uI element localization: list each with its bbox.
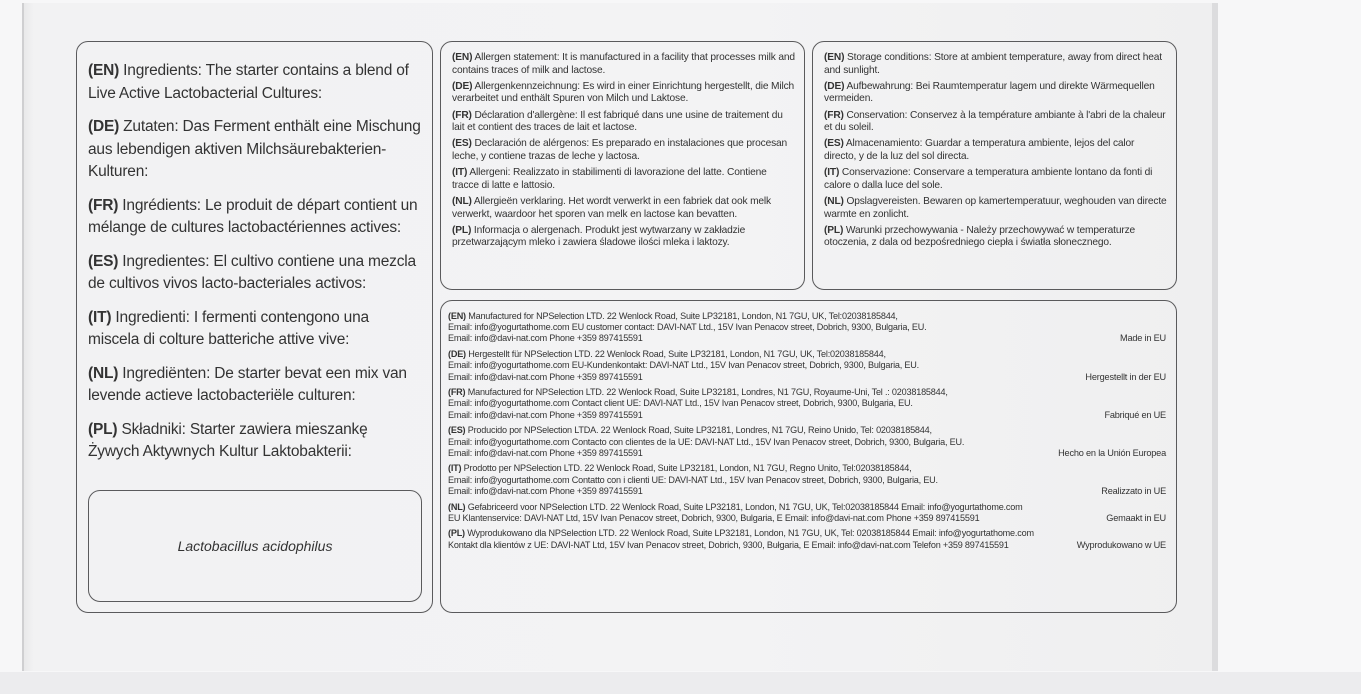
ingredients-block [88,60,422,105]
storage-lang-code: (FR) [824,109,844,121]
storage-lang-code: (NL) [824,195,844,207]
manufacturer-lines [448,387,1166,421]
manufacturer-line: (FR) Manufactured for NPSelection LTD. 22 Wenlock Road, Suite LP32181, Londres, N1 7GU, Royaume-Uni, Tel .: 02038185844, [448,387,948,398]
storage-block [824,52,1167,77]
made-in-label: Fabriqué en UE [1104,409,1166,420]
manufacturer-line: Email: info@davi-nat.com Phone +359 897415591 [448,371,643,382]
ingredients-text: Ingrediënten: De starter bevat een mix van levende actieve lactobacteriële culturen: [88,364,407,404]
manufacturer-lang-code: (IT) [448,463,462,474]
allergen-block [452,196,795,221]
ingredients-block [88,116,422,184]
manufacturer-line: (PL) Wyprodukowano dla NPSelection LTD. 22 Wenlock Road, Suite LP32181, London, N1 7GU, UK, Tel: 02038185844 Email: info@yogurtathome.com [448,528,1034,539]
made-in-label: Realizzato in UE [1101,485,1166,496]
manufacturer-row [448,463,1166,497]
storage-text: Warunki przechowywania - Należy przechowywać w temperaturze otoczenia, z dala od bezpośredniego ciepła i światła słonecznego. [824,224,1136,249]
storage-block [824,110,1167,135]
manufacturer-line: Email: info@yogurtathome.com Contact client UE: DAVI-NAT Ltd., 15V Ivan Penacov street, Dobrich, 9300, Bulgaria, EU. [448,398,913,409]
manufacturer-line: Email: info@yogurtathome.com EU-Kundenkontakt: DAVI-NAT Ltd., 15V Ivan Penacov street, Dobrich, 9300, Bulgaria, EU. [448,360,919,371]
allergen-lang-code: (ES) [452,138,472,150]
manufacturer-line: (ES) Producido por NPSelection LTDA. 22 Wenlock Road, Suite LP32181, Londres, N1 7GU, Reino Unido, Tel: 02038185844, [448,425,932,436]
allergen-panel [440,41,805,290]
allergen-text: Informacja o alergenach. Produkt jest wytwarzany w zakładzie przetwarzającym mleko i zawiera śladowe ilości mleka i laktozy. [452,224,746,249]
allergen-block [452,138,795,163]
allergen-text: Allergenkennzeichnung: Es wird in einer Einrichtung hergestellt, die Milch verarbeitet und enthält Spuren von Milch und Laktose. [452,80,795,105]
manufacturer-list [448,311,1166,551]
manufacturer-row [448,349,1166,383]
storage-lang-code: (EN) [824,52,845,63]
allergen-text: Allergeni: Realizzato in stabilimenti di lavorazione del latte. Contiene tracce di latte e lattosio. [452,167,767,191]
manufacturer-line: (DE) Hergestellt für NPSelection LTD. 22 Wenlock Road, Suite LP32181, London, N1 7GU, UK, Tel:02038185844, [448,349,886,360]
ingredients-text: Ingredients: The starter contains a blend of Live Active Lactobacterial Cultures: [88,62,409,102]
ingredients-lang-code: (EN) [88,62,120,79]
storage-block [824,196,1167,221]
storage-block [824,81,1167,106]
ingredients-text: Składniki: Starter zawiera mieszankę Żywych Aktywnych Kultur Laktobakterii: [88,420,368,460]
manufacturer-lines [448,311,1166,345]
storage-list [824,52,1167,250]
manufacturer-line: (EN) Manufactured for NPSelection LTD. 22 Wenlock Road, Suite LP32181, London, N1 7GU, UK, Tel:02038185844, [448,311,898,321]
storage-text: Storage conditions: Store at ambient temperature, away from direct heat and sunlight. [824,52,1162,76]
manufacturer-panel [440,300,1177,613]
storage-panel [812,41,1177,290]
allergen-block [452,167,795,192]
storage-lang-code: (PL) [824,224,844,236]
made-in-label: Hecho en la Unión Europea [1058,447,1166,458]
storage-text: Opslagvereisten. Bewaren op kamertemperatuur, weghouden van directe warmte en zonlicht. [824,195,1167,220]
allergen-lang-code: (DE) [452,80,473,92]
manufacturer-line: EU Klantenservice: DAVI-NAT Ltd, 15V Ivan Penacov street, Dobrich, 9300, Bulgaria, E Email: info@davi-nat.com Phone +359 897415591 [448,512,980,523]
manufacturer-row [448,425,1166,459]
manufacturer-line: (NL) Gefabriceerd voor NPSelection LTD. 22 Wenlock Road, Suite LP32181, London, N1 7GU, UK, Tel:02038185844 Email: info@yogurtathome.com [448,501,1023,512]
allergen-text: Allergieën verklaring. Het wordt verwerkt in een fabriek dat ook melk verwerkt, waardoor het sporen van melk en lactose kan bevatten. [452,195,771,220]
manufacturer-line: Email: info@davi-nat.com Phone +359 897415591 [448,333,643,344]
storage-block [824,167,1167,192]
ingredients-text: Ingrédients: Le produit de départ contient un mélange de cultures lactobactériennes actives: [88,196,418,236]
manufacturer-lines [448,463,1166,497]
manufacturer-lines [448,528,1166,550]
manufacturer-line: Kontakt dla klientów z UE: DAVI-NAT Ltd, 15V Ivan Penacov street, Dobrich, 9300, Bułgaria, E Email: info@davi-nat.com Telefon +359 897415591 [448,539,1009,550]
storage-lang-code: (ES) [824,138,844,150]
storage-lang-code: (DE) [824,80,845,92]
ingredients-text: Ingredienti: I fermenti contengono una miscela di colture batteriche attive vive: [88,308,369,348]
ingredients-lang-code: (ES) [88,252,119,270]
manufacturer-row [448,502,1166,524]
ingredients-text: Zutaten: Das Ferment enthält eine Mischung aus lebendigen aktiven Milchsäurebakterien-Kulturen: [88,118,421,180]
allergen-lang-code: (FR) [452,109,472,121]
manufacturer-line: Email: info@yogurtathome.com EU customer contact: DAVI-NAT Ltd., 15V Ivan Penacov street, Dobrich, 9300, Bulgaria, EU. [448,322,927,333]
allergen-text: Allergen statement: It is manufactured in a facility that processes milk and contains traces of milk and lactose. [452,52,795,76]
manufacturer-row [448,528,1166,550]
ingredients-panel [76,41,433,613]
ingredients-lang-code: (IT) [88,308,112,326]
ingredients-text: Ingredientes: El cultivo contiene una mezcla de cultivos vivos lacto-bacteriales activos: [88,252,416,292]
manufacturer-line: Email: info@yogurtathome.com Contatto con i clienti UE: DAVI-NAT Ltd., 15V Ivan Penacov street, Dobrich, 9300, Bulgaria, EU. [448,474,938,485]
manufacturer-lines [448,502,1166,524]
made-in-label: Made in EU [1119,333,1166,344]
manufacturer-line: Email: info@davi-nat.com Phone +359 897415591 [448,409,643,420]
manufacturer-lang-code: (EN) [448,311,466,321]
allergen-lang-code: (NL) [452,195,472,207]
allergen-block [452,110,795,135]
culture-name: Lactobacillus acidophilus [177,538,333,554]
ingredients-block [88,195,422,240]
allergen-lang-code: (PL) [452,224,472,236]
ingredients-block [88,307,422,352]
manufacturer-row [448,311,1166,345]
manufacturer-lang-code: (ES) [448,425,466,436]
made-in-label: Gemaakt in EU [1106,512,1166,523]
manufacturer-lines [448,349,1166,383]
allergen-lang-code: (EN) [452,52,473,63]
ingredients-list [88,60,422,464]
ingredients-lang-code: (FR) [88,196,119,214]
storage-text: Almacenamiento: Guardar a temperatura ambiente, lejos del calor directo, y de la luz del sol directa. [824,138,1135,162]
ingredients-block [88,251,422,296]
allergen-list [452,52,795,250]
storage-text: Conservazione: Conservare a temperatura ambiente lontano da fonti di calore o dalla luce del sole. [824,167,1153,191]
floor-shadow [0,672,1361,694]
storage-text: Conservation: Conservez à la température ambiante à l'abri de la chaleur et du soleil. [824,109,1166,134]
manufacturer-line: Email: info@davi-nat.com Phone +359 897415591 [448,485,643,496]
made-in-label: Hergestellt in der EU [1085,371,1166,382]
manufacturer-lang-code: (DE) [448,349,466,360]
manufacturer-row [448,387,1166,421]
allergen-block [452,52,795,77]
manufacturer-lang-code: (NL) [448,501,466,512]
storage-text: Aufbewahrung: Bei Raumtemperatur lagem und direkte Wärmequellen vermeiden. [824,80,1155,105]
allergen-block [452,225,795,250]
ingredients-block [88,419,422,464]
manufacturer-line: (IT) Prodotto per NPSelection LTD. 22 Wenlock Road, Suite LP32181, London, N1 7GU, Regno Unito, Tel:02038185844, [448,463,912,474]
allergen-text: Declaración de alérgenos: Es preparado en instalaciones que procesan leche, y contiene trazas de leche y lactosa. [452,138,788,162]
made-in-label: Wyprodukowano w UE [1076,539,1166,550]
allergen-block [452,81,795,106]
allergen-text: Déclaration d'allergène: Il est fabriqué dans une usine de traitement du lait et contient des traces de lait et lactose. [452,109,783,134]
allergen-lang-code: (IT) [452,167,468,179]
storage-lang-code: (IT) [824,167,840,179]
ingredients-lang-code: (PL) [88,420,118,438]
manufacturer-line: Email: info@yogurtathome.com Contacto con clientes de la UE: DAVI-NAT Ltd., 15V Ivan Penacov street, Dobrich, 9300, Bulgaria, EU. [448,436,965,447]
manufacturer-lang-code: (PL) [448,528,465,539]
manufacturer-lang-code: (FR) [448,387,466,398]
ingredients-lang-code: (DE) [88,118,120,135]
culture-box [88,490,422,602]
ingredients-lang-code: (NL) [88,364,119,382]
storage-block [824,138,1167,163]
storage-block [824,225,1167,250]
manufacturer-line: Email: info@davi-nat.com Phone +359 897415591 [448,447,643,458]
ingredients-block [88,363,422,408]
